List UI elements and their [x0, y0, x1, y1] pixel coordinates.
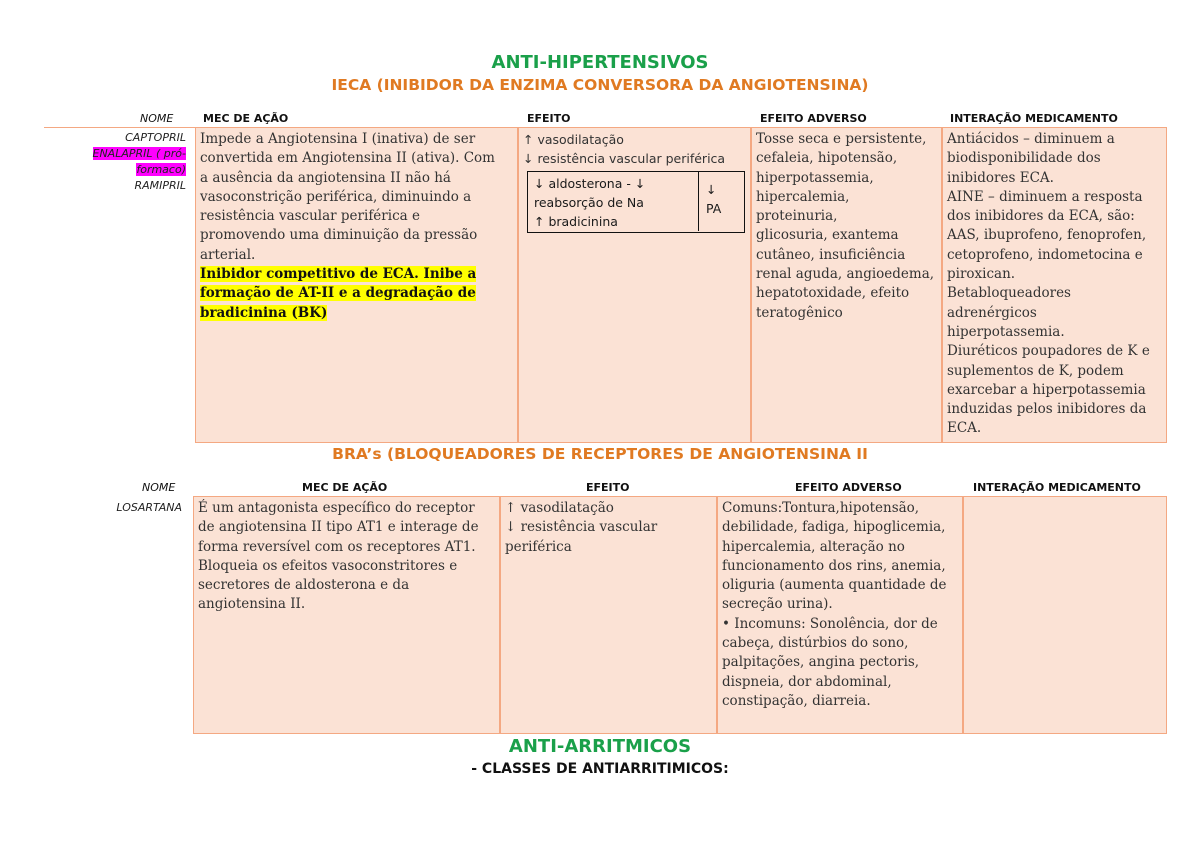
ieca-mec-line: Impede a Angiotensina I (inativa) de ser: [200, 131, 476, 147]
ieca-mec-text: [196, 128, 517, 325]
drug-enalapril-line1: ENALAPRIL ( pró-: [92, 147, 186, 160]
bra-adverso-line: secreção urina).: [722, 596, 833, 613]
bra-mec-cell: [193, 496, 500, 734]
ieca-header-efeito: EFEITO: [527, 112, 571, 125]
ieca-efeito-box-line: ↑ bradicinina: [534, 214, 618, 229]
bra-mec-line: secretores de aldosterona e da: [198, 577, 410, 594]
ieca-interacao-line: hiperpotassemia.: [947, 323, 1065, 340]
ieca-mec-line: a ausência da angiotensina II não há: [200, 169, 451, 186]
ieca-adverso-cell: [751, 127, 942, 443]
anti-arritmicos-subtitle: - CLASSES DE ANTIARRITIMICOS:: [471, 761, 729, 777]
bra-efeito-line: ↓ resistência vascular: [505, 519, 658, 536]
ieca-adverso-line: glicosuria, exantema: [756, 227, 899, 244]
bra-adverso-line: palpitações, angina pectoris,: [722, 654, 920, 671]
ieca-adverso-line: cefaleia, hipotensão,: [756, 150, 898, 167]
bra-mec-line: É um antagonista específico do receptor: [198, 500, 475, 516]
bra-mec-line: Bloqueia os efeitos vasoconstritores e: [198, 557, 458, 574]
bra-adverso-line: constipação, diarreia.: [722, 692, 871, 709]
ieca-interacao-line: AINE – diminuem a resposta: [947, 188, 1143, 205]
ieca-header-adverso: EFEITO ADVERSO: [760, 112, 867, 125]
ieca-interacao-line: Diuréticos poupadores de K e: [947, 343, 1150, 360]
ieca-efeito-box-arrow: ↓: [706, 182, 717, 197]
ieca-mec-highlight-line: bradicinina (BK): [200, 304, 328, 321]
ieca-interacao-line: suplementos de K, podem: [947, 362, 1124, 379]
ieca-adverso-line: teratogênico: [756, 304, 843, 321]
ieca-interacao-line: Antiácidos – diminuem a: [947, 131, 1115, 147]
bra-header-nome: NOME: [142, 481, 176, 494]
bra-mec-line: forma reversível com os receptores AT1.: [198, 538, 476, 555]
bra-mec-line: de angiotensina II tipo AT1 e interage de: [198, 519, 479, 536]
ieca-efeito-box-right: [700, 172, 743, 231]
ieca-efeito-line: ↓ resistência vascular periférica: [523, 151, 726, 167]
bra-adverso-cell: [717, 496, 963, 734]
ieca-interacao-line: cetoprofeno, indometocina e: [947, 246, 1143, 263]
drug-ramipril: RAMIPRIL: [134, 179, 186, 192]
ieca-interacao-line: induzidas pelos inibidores da: [947, 401, 1147, 418]
drug-enalapril: [44, 146, 186, 162]
ieca-mec-line: convertida em Angiotensina II (ativa). Com: [200, 150, 495, 167]
ieca-efeito-text: [519, 128, 750, 171]
bra-adverso-line: cabeça, distúrbios do sono,: [722, 635, 909, 652]
page-title: ANTI-HIPERTENSIVOS: [491, 52, 709, 73]
ieca-drug-names: [44, 130, 186, 194]
ieca-adverso-line: Tosse seca e persistente,: [756, 131, 927, 147]
ieca-header-nome: NOME: [140, 112, 174, 125]
bra-header-efeito: EFEITO: [586, 481, 630, 494]
ieca-efeito-box-line: reabsorção de Na: [534, 195, 644, 210]
bra-subtitle: BRA’s (BLOQUEADORES DE RECEPTORES DE ANGIOTENSINA II: [332, 445, 868, 463]
ieca-mec-line: vasoconstrição periférica, diminuindo a: [200, 188, 472, 205]
drug-losartana: LOSARTANA: [116, 501, 182, 514]
bra-adverso-line: Comuns:Tontura,hipotensão,: [722, 500, 920, 516]
ieca-adverso-line: hipercalemia,: [756, 188, 850, 205]
ieca-header-interacao: INTERAÇÃO MEDICAMENTO: [950, 112, 1118, 125]
bra-efeito-line: ↑ vasodilatação: [505, 500, 614, 516]
ieca-interacao-line: adrenérgicos: [947, 304, 1037, 321]
ieca-mec-cell: [195, 127, 518, 443]
bra-adverso-line: oliguria (aumenta quantidade de: [722, 577, 947, 594]
bra-adverso-line: debilidade, fadiga, hipoglicemia,: [722, 519, 946, 536]
ieca-interacao-line: dos inibidores da ECA, são:: [947, 208, 1135, 225]
ieca-adverso-line: proteinuria,: [756, 208, 838, 225]
ieca-adverso-text: [752, 128, 941, 325]
ieca-header-mec: MEC DE AÇÃO: [203, 112, 289, 125]
ieca-subtitle: IECA (INIBIDOR DA ENZIMA CONVERSORA DA ANGIOTENSINA): [331, 76, 869, 94]
ieca-interacao-line: AAS, ibuprofeno, fenoprofen,: [947, 227, 1147, 244]
bra-header-interacao: INTERAÇÃO MEDICAMENTO: [973, 481, 1141, 494]
ieca-adverso-line: hiperpotassemia,: [756, 169, 874, 186]
ieca-adverso-line: renal aguda, angioedema,: [756, 266, 935, 283]
ieca-interacao-line: ECA.: [947, 420, 982, 437]
bra-adverso-line: • Incomuns: Sonolência, dor de: [722, 615, 938, 632]
ieca-interacao-cell: [942, 127, 1167, 443]
bra-adverso-line: hipercalemia, alteração no: [722, 538, 905, 555]
ieca-mec-highlight-line: Inibidor competitivo de ECA. Inibe a: [200, 266, 477, 283]
bra-adverso-line: dispneia, dor abdominal,: [722, 673, 892, 690]
ieca-efeito-box-line: ↓ aldosterona - ↓: [534, 176, 646, 191]
bra-adverso-text: [718, 497, 962, 713]
ieca-top-rule: [44, 127, 196, 128]
ieca-interacao-line: Betabloqueadores: [947, 285, 1071, 302]
drug-enalapril-line2: formaco): [136, 163, 186, 176]
ieca-interacao-line: exarcebar a hiperpotassemia: [947, 381, 1146, 398]
bra-efeito-text: [501, 497, 716, 559]
ieca-efeito-box-left: [528, 172, 699, 231]
ieca-efeito-box-pa: PA: [706, 201, 722, 216]
ieca-mec-line: arterial.: [200, 246, 256, 263]
ieca-efeito-box: [527, 171, 745, 233]
anti-arritmicos-title: ANTI-ARRITMICOS: [508, 736, 692, 757]
ieca-efeito-cell: [518, 127, 751, 443]
bra-header-mec: MEC DE AÇÃO: [302, 481, 388, 494]
ieca-mec-line: resistência vascular periférica e: [200, 208, 420, 225]
bra-mec-text: [194, 497, 499, 617]
bra-mec-line: angiotensina II.: [198, 596, 306, 613]
ieca-adverso-line: hepatotoxidade, efeito: [756, 285, 910, 302]
ieca-mec-highlight-line: formação de AT-II e a degradação de: [200, 285, 476, 302]
ieca-adverso-line: cutâneo, insuficiência: [756, 246, 906, 263]
bra-efeito-line: periférica: [505, 538, 572, 555]
ieca-interacao-text: [943, 128, 1166, 441]
ieca-mec-line: promovendo uma diminuição da pressão: [200, 227, 478, 244]
ieca-efeito-line: ↑ vasodilatação: [523, 132, 624, 147]
ieca-interacao-line: piroxican.: [947, 266, 1016, 283]
bra-header-adverso: EFEITO ADVERSO: [795, 481, 902, 494]
ieca-interacao-line: inibidores ECA.: [947, 169, 1054, 186]
bra-efeito-cell: [500, 496, 717, 734]
bra-interacao-cell: [963, 496, 1167, 734]
drug-captopril: CAPTOPRIL: [125, 131, 186, 144]
ieca-interacao-line: biodisponibilidade dos: [947, 150, 1101, 167]
bra-adverso-line: funcionamento dos rins, anemia,: [722, 557, 946, 574]
